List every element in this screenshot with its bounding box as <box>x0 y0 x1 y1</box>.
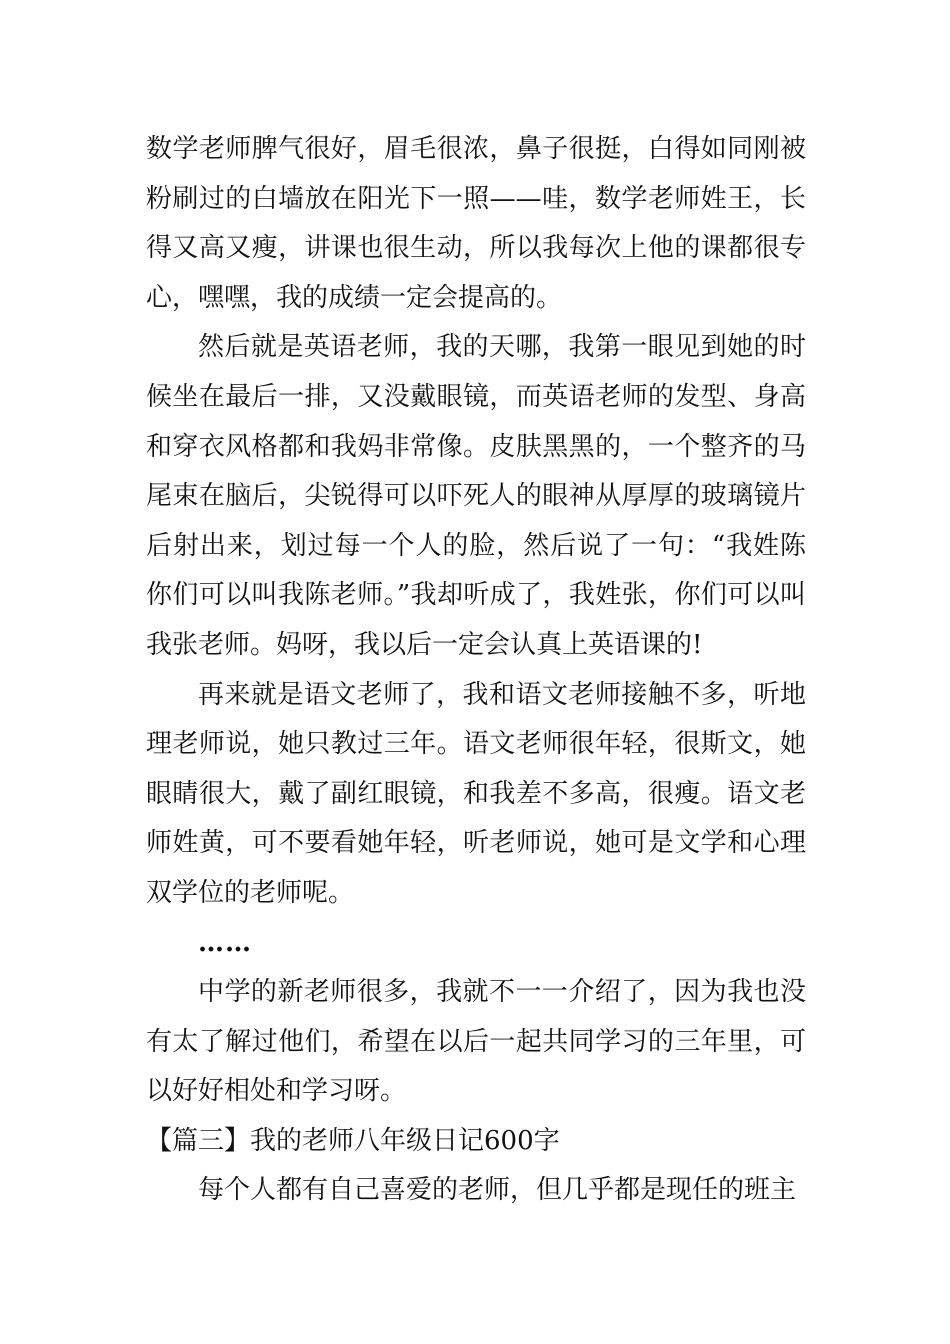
section-heading: 【篇三】我的老师八年级日记600字 <box>146 1125 560 1156</box>
ellipsis-line: …… <box>198 927 252 958</box>
paragraph-chinese-teacher: 再来就是语文老师了，我和语文老师接触不多，听地理老师说，她只教过三年。语文老师很年轻，很斯文，她眼睛很大，戴了副红眼镜，和我差不多高，很瘦。语文老师姓黄，可不要看她年轻，听老师说，她可是文学和心理双学位的老师呢。 <box>146 679 806 908</box>
paragraph-section-three-start: 每个人都有自己喜爱的老师，但几乎都是现任的班主 <box>198 1175 797 1206</box>
paragraph-math-teacher: 数学老师脾气很好，眉毛很浓，鼻子很挺，白得如同刚被粉刷过的白墙放在阳光下一照——哇，数学老师姓王，长得又高又瘦，讲课也很生动，所以我每次上他的课都很专心，嘿嘿，我的成绩一定会提高的。 <box>146 134 806 313</box>
paragraph-closing: 中学的新老师很多，我就不一一介绍了，因为我也没有太了解过他们，希望在以后一起共同学习的三年里，可以好好相处和学习呀。 <box>146 977 806 1107</box>
paragraph-english-teacher: 然后就是英语老师，我的天哪，我第一眼见到她的时候坐在最后一排，又没戴眼镜，而英语老师的发型、身高和穿衣风格都和我妈非常像。皮肤黑黑的，一个整齐的马尾束在脑后，尖锐得可以吓死人的眼神从厚厚的玻璃镜片后射出来，划过每一个人的脸，然后说了一句：“我姓陈你们可以叫我陈老师。”我却听成了，我姓张，你们可以叫我张老师。妈呀，我以后一定会认真上英语课的! <box>146 332 806 660</box>
document-page <box>146 125 806 1216</box>
